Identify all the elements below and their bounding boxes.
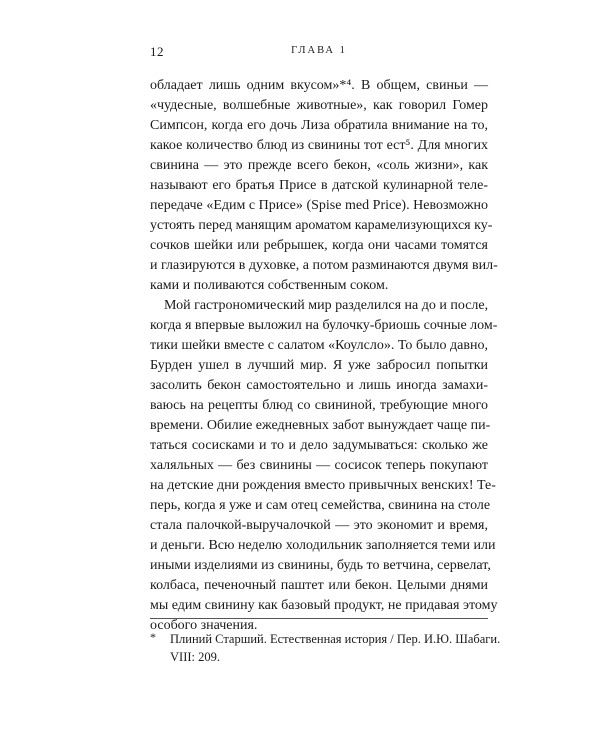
running-head bbox=[150, 44, 488, 64]
text-line: Симпсон, когда его дочь Лиза обратила внимание на то, bbox=[150, 118, 488, 133]
text-line: устоять перед манящим ароматом карамелизующихся ку- bbox=[150, 218, 493, 233]
footnote-line: VIII: 209. bbox=[170, 650, 220, 664]
text-line: засолить бекон самостоятельно и лишь иногда замахи- bbox=[150, 378, 488, 393]
text-line: ваюсь на рецепты блюд со свининой, требующие много bbox=[150, 398, 488, 413]
text-line: и деньги. Всю неделю холодильник заполняется теми или bbox=[150, 538, 496, 553]
text-line: таться сосисками и то и дело задумываться: сколько же bbox=[150, 438, 488, 453]
text-line: свинина — это прежде всего бекон, «соль жизни», как bbox=[150, 158, 488, 173]
page-number: 12 bbox=[150, 44, 164, 59]
text-line: передаче «Едим с Присе» (Spise med Price). Невозможно bbox=[150, 198, 488, 213]
footnote-line: Плиний Старший. Естественная история / Пер. И.Ю. Шабаги. bbox=[170, 632, 501, 646]
text-line: тики шейки вместе с салатом «Коулсло». То было давно, bbox=[150, 338, 488, 353]
text-line: иными изделиями из свинины, будь то ветчина, сервелат, bbox=[150, 558, 491, 573]
text-line: Мой гастрономический мир разделился на до и после, bbox=[164, 298, 489, 313]
text-line: перь, когда я уже и сам отец семейства, свинина на столе bbox=[150, 498, 491, 513]
text-line: халяльных — без свинины — сосисок теперь покупают bbox=[150, 458, 488, 473]
text-line: обладает лишь одним вкусом»*⁴. В общем, свиньи — bbox=[150, 78, 488, 93]
footnote-text bbox=[170, 630, 501, 666]
text-line: когда я впервые выложил на булочку-бриошь сочные лом- bbox=[150, 318, 498, 333]
text-line: сочков шейки или ребрышек, когда они часами томятся bbox=[150, 238, 488, 253]
text-line: называют его братья Присе в датской кулинарной теле- bbox=[150, 178, 488, 193]
footnote-divider bbox=[150, 618, 488, 619]
text-line: какое количество блюд из свинины тот ест⁵. Для многих bbox=[150, 138, 488, 153]
text-line: колбаса, печеночный паштет или бекон. Целыми днями bbox=[150, 578, 488, 593]
text-line: Бурден ушел в лучший мир. Я уже забросил попытки bbox=[150, 358, 488, 373]
text-line: времени. Обилие ежедневных забот вынуждает чаще пи- bbox=[150, 418, 491, 433]
text-line: ками и поливаются собственным соком. bbox=[150, 278, 389, 293]
text-line: на детские дни рождения вместо привычных венских! Те- bbox=[150, 478, 496, 493]
body-text bbox=[150, 76, 498, 636]
text-line: стала палочкой-выручалочкой — это экономит и время, bbox=[150, 518, 488, 533]
footnote-marker: * bbox=[150, 630, 156, 644]
text-line: и глазируются в духовке, а потом разминаются двумя вил- bbox=[150, 258, 498, 273]
chapter-title: ГЛАВА 1 bbox=[291, 45, 347, 56]
text-line: «чудесные, волшебные животные», как говорил Гомер bbox=[150, 98, 488, 113]
text-line: мы едим свинину как базовый продукт, не придавая этому bbox=[150, 598, 498, 613]
text-line: особого значения. bbox=[150, 618, 258, 633]
